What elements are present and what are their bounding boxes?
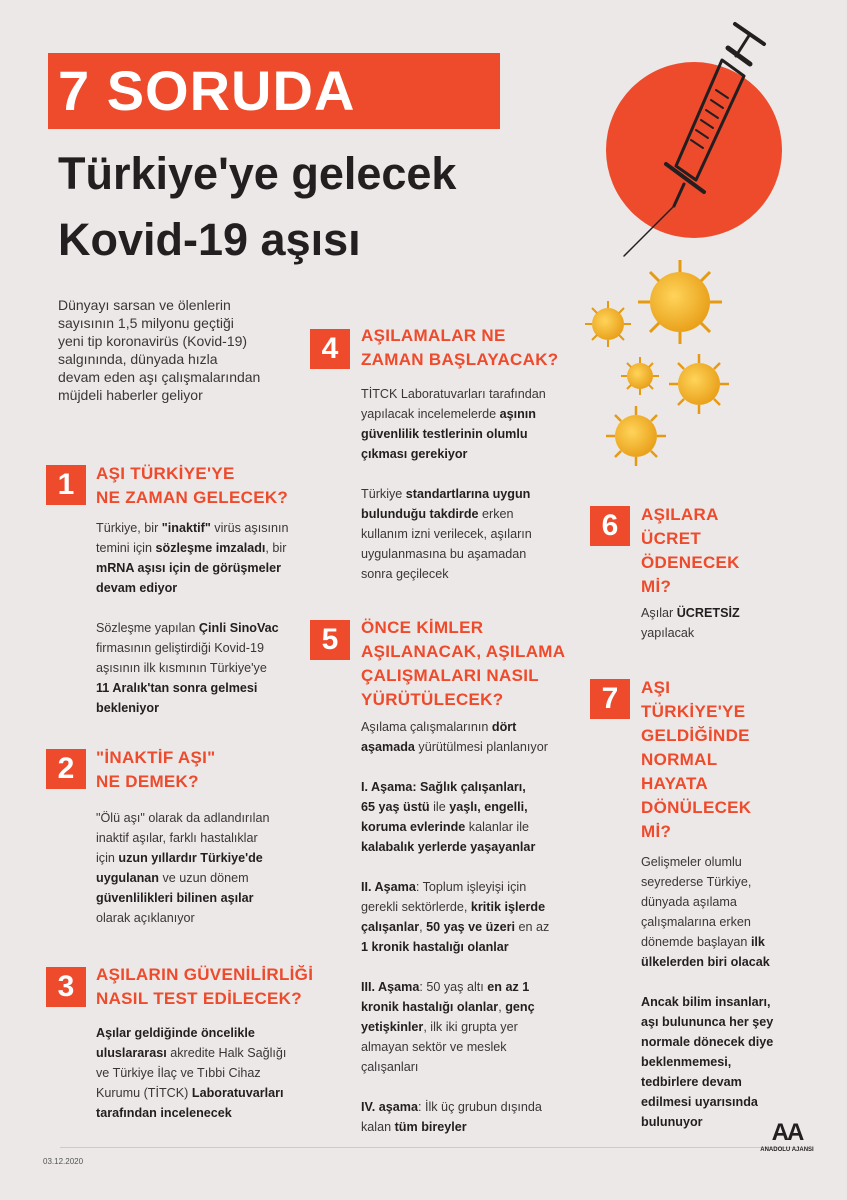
body-line: seyrederse Türkiye, bbox=[641, 875, 752, 889]
section-3-body bbox=[96, 1023, 286, 1123]
footer-divider bbox=[60, 1147, 800, 1148]
body-line: inaktif aşılar, farklı hastalıklar bbox=[96, 831, 258, 845]
section-7-question bbox=[641, 676, 751, 844]
body-line: almayan sektör ve meslek bbox=[361, 1040, 507, 1054]
body-line: II. Aşama: Toplum işleyişi için bbox=[361, 880, 527, 894]
section-number-6: 6 bbox=[590, 506, 630, 546]
body-line: ülkelerden biri olacak bbox=[641, 955, 770, 969]
body-line: koruma evlerinde kalanlar ile bbox=[361, 820, 529, 834]
body-line: Aşılar ÜCRETSİZ bbox=[641, 606, 740, 620]
page-title-line-2: Kovid-19 aşısı bbox=[58, 214, 361, 265]
section-1-body bbox=[96, 518, 289, 718]
question-line: GELDİĞİNDE bbox=[641, 726, 750, 745]
body-line: uygulanan ve uzun dönem bbox=[96, 871, 249, 885]
body-line: tarafından incelenecek bbox=[96, 1106, 232, 1120]
question-line: NE DEMEK? bbox=[96, 772, 199, 791]
section-number-3: 3 bbox=[46, 967, 86, 1007]
section-2-body bbox=[96, 808, 269, 928]
virus-icon bbox=[621, 357, 659, 395]
body-line: gerekli sektörlerde, kritik işlerde bbox=[361, 900, 546, 914]
body-line: mRNA aşısı için de görüşmeler bbox=[96, 561, 282, 575]
page-title-line-1: Türkiye'ye gelecek bbox=[58, 148, 457, 199]
section-4-body bbox=[361, 384, 546, 584]
intro-text bbox=[58, 296, 298, 404]
body-line: yapılacak incelemelerde aşının bbox=[361, 407, 537, 421]
intro-line: müjdeli haberler geliyor bbox=[58, 387, 203, 403]
body-line: devam ediyor bbox=[96, 581, 178, 595]
body-line: Gelişmeler olumlu bbox=[641, 855, 742, 869]
body-line: güvenlilikleri bilinen aşılar bbox=[96, 891, 254, 905]
body-line: kalan tüm bireyler bbox=[361, 1120, 467, 1134]
body-line: yapılacak bbox=[641, 626, 695, 640]
body-line: Aşılar geldiğinde öncelikle bbox=[96, 1026, 255, 1040]
body-line: aşı bulununca her şey bbox=[641, 1015, 774, 1029]
question-line: NE ZAMAN GELECEK? bbox=[96, 488, 289, 507]
question-line: ÖNCE KİMLER bbox=[361, 618, 484, 637]
body-line: 65 yaş üstü ile yaşlı, engelli, bbox=[361, 800, 528, 814]
section-number-1: 1 bbox=[46, 465, 86, 505]
body-line: kronik hastalığı olanlar, genç bbox=[361, 1000, 535, 1014]
question-line: AŞILARIN GÜVENİLİRLİĞİ bbox=[96, 965, 314, 984]
body-line: dünyada aşılama bbox=[641, 895, 737, 909]
question-line: DÖNÜLECEK bbox=[641, 798, 752, 817]
body-line: III. Aşama: 50 yaş altı en az 1 bbox=[361, 980, 530, 994]
virus-icon bbox=[585, 301, 631, 347]
intro-line: salgınında, dünyada hızla bbox=[58, 351, 218, 367]
body-line: Kurumu (TİTCK) Laboratuvarları bbox=[96, 1086, 284, 1100]
body-line: çalışanları bbox=[361, 1060, 419, 1074]
section-number-5: 5 bbox=[310, 620, 350, 660]
section-7-body bbox=[641, 852, 773, 1132]
question-line: Mİ? bbox=[641, 822, 672, 841]
section-number-7: 7 bbox=[590, 679, 630, 719]
body-line: IV. aşama: İlk üç grubun dışında bbox=[361, 1100, 542, 1114]
body-line: ve Türkiye İlaç ve Tıbbi Cihaz bbox=[96, 1066, 261, 1080]
anadolu-ajansi-logo bbox=[760, 1120, 814, 1154]
question-line: AŞI bbox=[641, 678, 671, 697]
question-line: HAYATA bbox=[641, 774, 708, 793]
question-line: NASIL TEST EDİLECEK? bbox=[96, 989, 302, 1008]
syringe-illustration bbox=[580, 20, 800, 260]
question-line: TÜRKİYE'YE bbox=[641, 702, 746, 721]
body-line: temini için sözleşme imzaladı, bir bbox=[96, 541, 287, 555]
body-line: bulunuyor bbox=[641, 1115, 703, 1129]
question-line: NORMAL bbox=[641, 750, 718, 769]
question-line: AŞILANACAK, AŞILAMA bbox=[361, 642, 566, 661]
section-1-question bbox=[96, 462, 288, 510]
body-line: kalabalık yerlerde yaşayanlar bbox=[361, 840, 536, 854]
body-line: Türkiye standartlarına uygun bbox=[361, 487, 531, 501]
section-5-body bbox=[361, 717, 549, 1137]
body-line: edilmesi uyarısında bbox=[641, 1095, 758, 1109]
body-line: firmasının geliştirdiği Kovid-19 bbox=[96, 641, 264, 655]
virus-icon bbox=[638, 260, 722, 344]
intro-line: yeni tip koronavirüs (Kovid-19) bbox=[58, 333, 248, 349]
body-line: Ancak bilim insanları, bbox=[641, 995, 771, 1009]
body-line: çıkması gerekiyor bbox=[361, 447, 468, 461]
body-line: dönemde başlayan ilk bbox=[641, 935, 765, 949]
body-line: yetişkinler, ilk iki grupta yer bbox=[361, 1020, 518, 1034]
question-line: "İNAKTİF AŞI" bbox=[96, 748, 216, 767]
body-line: olarak açıklanıyor bbox=[96, 911, 195, 925]
section-3-question bbox=[96, 963, 313, 1011]
body-line: normale dönecek diye bbox=[641, 1035, 774, 1049]
question-line: ÇALIŞMALARI NASIL bbox=[361, 666, 539, 685]
body-line: TİTCK Laboratuvarları tarafından bbox=[361, 387, 546, 401]
body-line: bulunduğu takdirde erken bbox=[361, 507, 514, 521]
section-number-2: 2 bbox=[46, 749, 86, 789]
banner-title: 7 SORUDA bbox=[58, 59, 356, 122]
question-line: ZAMAN BAŞLAYACAK? bbox=[361, 350, 559, 369]
body-line: uluslararası akredite Halk Sağlığı bbox=[96, 1046, 287, 1060]
section-6-body bbox=[641, 603, 740, 643]
body-line: Türkiye, bir "inaktif" virüs aşısının bbox=[96, 521, 289, 535]
virus-icon bbox=[606, 406, 666, 466]
body-line: için uzun yıllardır Türkiye'de bbox=[96, 851, 263, 865]
logo-text: ANADOLU AJANSI bbox=[760, 1147, 814, 1153]
intro-line: Dünyayı sarsan ve ölenlerin bbox=[58, 297, 231, 313]
virus-illustrations bbox=[580, 250, 750, 480]
body-line: çalışanlar, 50 yaş ve üzeri en az bbox=[361, 920, 550, 934]
body-line: "Ölü aşı" olarak da adlandırılan bbox=[96, 811, 270, 825]
section-number-4: 4 bbox=[310, 329, 350, 369]
body-line: bekleniyor bbox=[96, 701, 159, 715]
section-2-question bbox=[96, 746, 216, 794]
question-line: AŞILARA bbox=[641, 505, 719, 524]
body-line: 1 kronik hastalığı olanlar bbox=[361, 940, 509, 954]
body-line: güvenlilik testlerinin olumlu bbox=[361, 427, 528, 441]
body-line: Sözleşme yapılan Çinli SinoVac bbox=[96, 621, 279, 635]
body-line: aşısının ilk kısmının Türkiye'ye bbox=[96, 661, 267, 675]
body-line: I. Aşama: Sağlık çalışanları, bbox=[361, 780, 526, 794]
body-line: beklenmemesi, bbox=[641, 1055, 732, 1069]
question-line: ÖDENECEK bbox=[641, 553, 740, 572]
body-line: Aşılama çalışmalarının dört bbox=[361, 720, 517, 734]
question-line: AŞILAMALAR NE bbox=[361, 326, 506, 345]
section-5-question bbox=[361, 616, 565, 712]
question-line: ÜCRET bbox=[641, 529, 702, 548]
body-line: sonra geçilecek bbox=[361, 567, 449, 581]
body-line: çalışmalarına erken bbox=[641, 915, 751, 929]
body-line: uygulanmasına bu aşamadan bbox=[361, 547, 527, 561]
footer-date: 03.12.2020 bbox=[43, 1157, 84, 1166]
body-line: kullanım izni verilecek, aşıların bbox=[361, 527, 532, 541]
body-line: tedbirlere devam bbox=[641, 1075, 742, 1089]
question-line: Mİ? bbox=[641, 577, 672, 596]
orange-circle bbox=[606, 62, 782, 238]
question-line: AŞI TÜRKİYE'YE bbox=[96, 464, 235, 483]
body-line: 11 Aralık'tan sonra gelmesi bbox=[96, 681, 258, 695]
section-6-question bbox=[641, 503, 740, 599]
intro-line: devam eden aşı çalışmalarından bbox=[58, 369, 261, 385]
section-4-question bbox=[361, 324, 558, 372]
logo-mark: AA bbox=[771, 1119, 803, 1146]
intro-line: sayısının 1,5 milyonu geçtiği bbox=[58, 315, 234, 331]
virus-icon bbox=[669, 354, 729, 414]
question-line: YÜRÜTÜLECEK? bbox=[361, 690, 504, 709]
body-line: aşamada yürütülmesi planlanıyor bbox=[361, 740, 548, 754]
